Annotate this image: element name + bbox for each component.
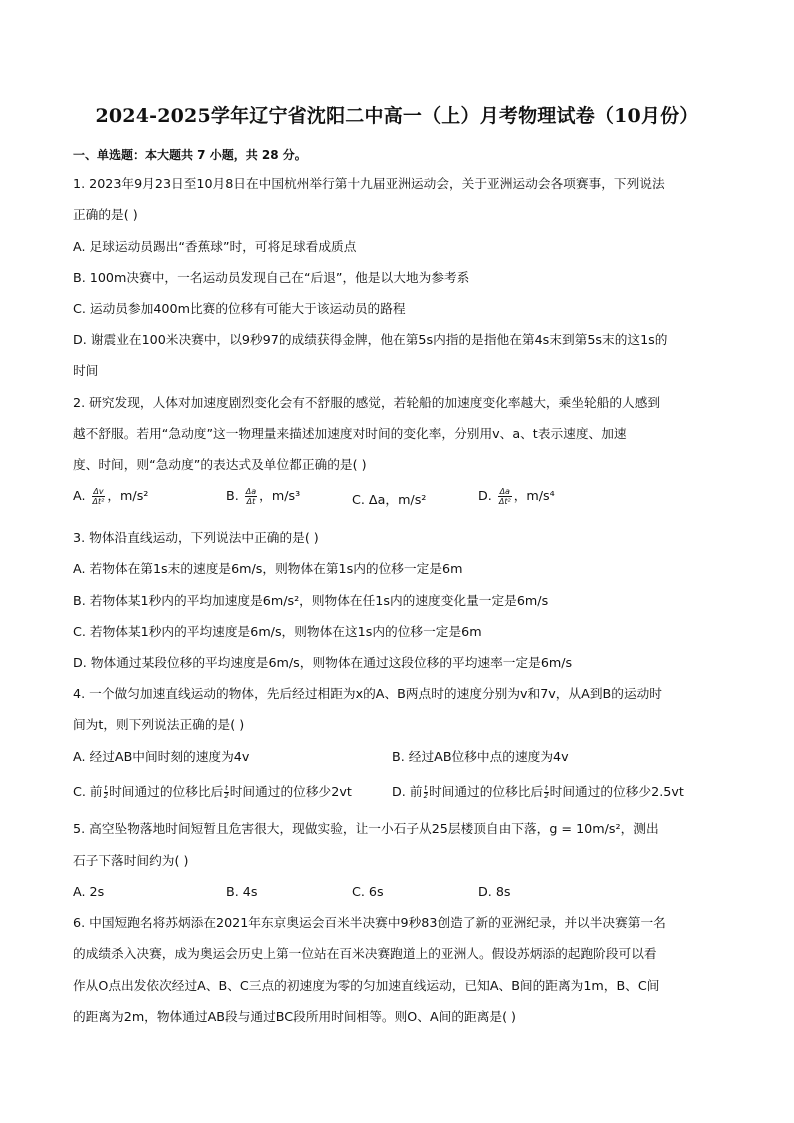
q2-option-a-denominator: Δt² (92, 497, 105, 506)
q2-option-d-unit: ，m/s⁴ (513, 488, 555, 503)
page-title: 2024-2025学年辽宁省沈阳二中高一（上）月考物理试卷（10月份） (95, 105, 699, 127)
q2-option-d-denominator: Δt² (498, 497, 511, 506)
q4-option-b: B. 经过AB位移中点的速度为4v (392, 749, 569, 764)
q4-stem-line2: 间为t，则下列说法正确的是( ) (73, 717, 245, 732)
q3-option-c: C. 若物体某1秒内的平均速度是6m/s，则物体在这1s内的位移一定是6m (73, 624, 482, 639)
fraction-denominator: 2 (423, 792, 428, 800)
q2-option-a (73, 487, 148, 506)
q6-stem-line1: 6. 中国短跑名将苏炳添在2021年东京奥运会百米半决赛中9秒83创造了新的亚洲纪录，并以半决赛第一名 (73, 915, 666, 930)
fraction-numerator: t (225, 784, 228, 792)
fraction-numerator: t (104, 784, 108, 792)
q4-option-c-middle: 时间通过的位移比后 (109, 784, 224, 799)
q2-option-b-unit: ，m/s³ (259, 488, 301, 503)
q6-stem-line4: 的距离为2m，物体通过AB段与通过BC段所用时间相等。则O、A间的距离是( ) (73, 1009, 517, 1024)
q4-option-c-suffix: 时间通过的位移少2vt (229, 784, 352, 799)
q2-option-c: C. Δa，m/s² (352, 492, 427, 507)
q4-option-a: A. 经过AB中间时刻的速度为4v (73, 749, 250, 764)
q2-option-a-unit: ，m/s² (107, 488, 149, 503)
q2-option-d-label: D. (478, 488, 492, 503)
q4-option-d-fraction-1 (424, 785, 428, 800)
q4-option-d-suffix: 时间通过的位移少2.5vt (549, 784, 684, 799)
q4-option-c-fraction-2 (224, 785, 228, 800)
q5-option-b: B. 4s (226, 884, 258, 899)
q5-option-d: D. 8s (478, 884, 511, 899)
q1-option-b: B. 100m决赛中，一名运动员发现自己在“后退”，他是以大地为参考系 (73, 270, 470, 285)
q3-option-b: B. 若物体某1秒内的平均加速度是6m/s²，则物体在任1s内的速度变化量一定是6m/s (73, 593, 549, 608)
q1-option-c: C. 运动员参加400m比赛的位移有可能大于该运动员的路程 (73, 301, 406, 316)
q2-option-d (478, 487, 555, 506)
q2-option-a-numerator: Δv (93, 487, 104, 496)
q1-stem-line1: 1. 2023年9月23日至10月8日在中国杭州举行第十九届亚洲运动会，关于亚洲运动会各项赛事，下列说法 (73, 176, 665, 191)
q2-option-b-label: B. (226, 488, 239, 503)
q2-stem-line1: 2. 研究发现，人体对加速度剧烈变化会有不舒服的感觉，若轮船的加速度变化率越大，乘坐轮船的人感到 (73, 395, 661, 410)
q1-option-d-line1: D. 谢震业在100米决赛中，以9秒97的成绩获得金牌，他在第5s内指的是指他在第4s末到第5s末的这1s的 (73, 332, 668, 347)
q1-stem-line2: 正确的是( ) (73, 207, 138, 222)
fraction-numerator: t (545, 784, 548, 792)
q3-option-d: D. 物体通过某段位移的平均速度是6m/s，则物体在通过这段位移的平均速率一定是6m/s (73, 655, 573, 670)
q3-option-a: A. 若物体在第1s末的速度是6m/s，则物体在第1s内的位移一定是6m (73, 561, 463, 576)
q2-option-b-numerator: Δa (245, 487, 257, 496)
q1-option-a: A. 足球运动员踢出“香蕉球”时，可将足球看成质点 (73, 239, 357, 254)
q4-option-d-prefix: D. 前 (392, 784, 423, 799)
q1-option-d-line2: 时间 (73, 363, 99, 378)
q2-stem-line3: 度、时间，则“急动度”的表达式及单位都正确的是( ) (73, 457, 367, 472)
q5-stem-line1: 5. 高空坠物落地时间短暂且危害很大，现做实验，让一小石子从25层楼顶自由下落，g = 10m/s²，测出 (73, 821, 659, 836)
q5-option-a: A. 2s (73, 884, 105, 899)
q2-option-a-fraction (92, 487, 106, 506)
q5-stem-line2: 石子下落时间约为( ) (73, 853, 189, 868)
q2-option-b-fraction (245, 487, 257, 506)
q4-option-c-fraction-1 (104, 785, 108, 800)
q4-option-c (73, 784, 352, 800)
q4-option-d-middle: 时间通过的位移比后 (429, 784, 544, 799)
q2-option-a-label: A. (73, 488, 86, 503)
q6-stem-line3: 作从O点出发依次经过A、B、C三点的初速度为零的匀加速直线运动，已知A、B间的距离为1m，B、C间 (73, 978, 660, 993)
q2-stem-line2: 越不舒服。若用“急动度”这一物理量来描述加速度对时间的变化率，分别用v、a、t表示速度、加速 (73, 426, 627, 441)
fraction-denominator: 2 (224, 792, 229, 800)
q6-stem-line2: 的成绩杀入决赛，成为奥运会历史上第一位站在百米决赛跑道上的亚洲人。假设苏炳添的起跑阶段可以看 (73, 946, 657, 961)
fraction-denominator: 2 (103, 792, 109, 800)
q5-option-c: C. 6s (352, 884, 384, 899)
q4-option-d-fraction-2 (544, 785, 548, 800)
fraction-denominator: 2 (544, 792, 549, 800)
q2-option-d-fraction (498, 487, 512, 506)
q4-option-d (392, 784, 684, 800)
q2-option-b (226, 487, 300, 506)
section-heading: 一、单选题：本大题共 7 小题，共 28 分。 (73, 148, 307, 162)
fraction-numerator: t (424, 784, 428, 792)
q3-stem: 3. 物体沿直线运动，下列说法中正确的是( ) (73, 530, 319, 545)
q4-option-c-prefix: C. 前 (73, 784, 103, 799)
q2-option-d-numerator: Δa (499, 487, 510, 496)
q2-option-b-denominator: Δt (246, 497, 256, 506)
q4-stem-line1: 4. 一个做匀加速直线运动的物体，先后经过相距为x的A、B两点时的速度分别为v和7v，从A到B的运动时 (73, 686, 662, 701)
